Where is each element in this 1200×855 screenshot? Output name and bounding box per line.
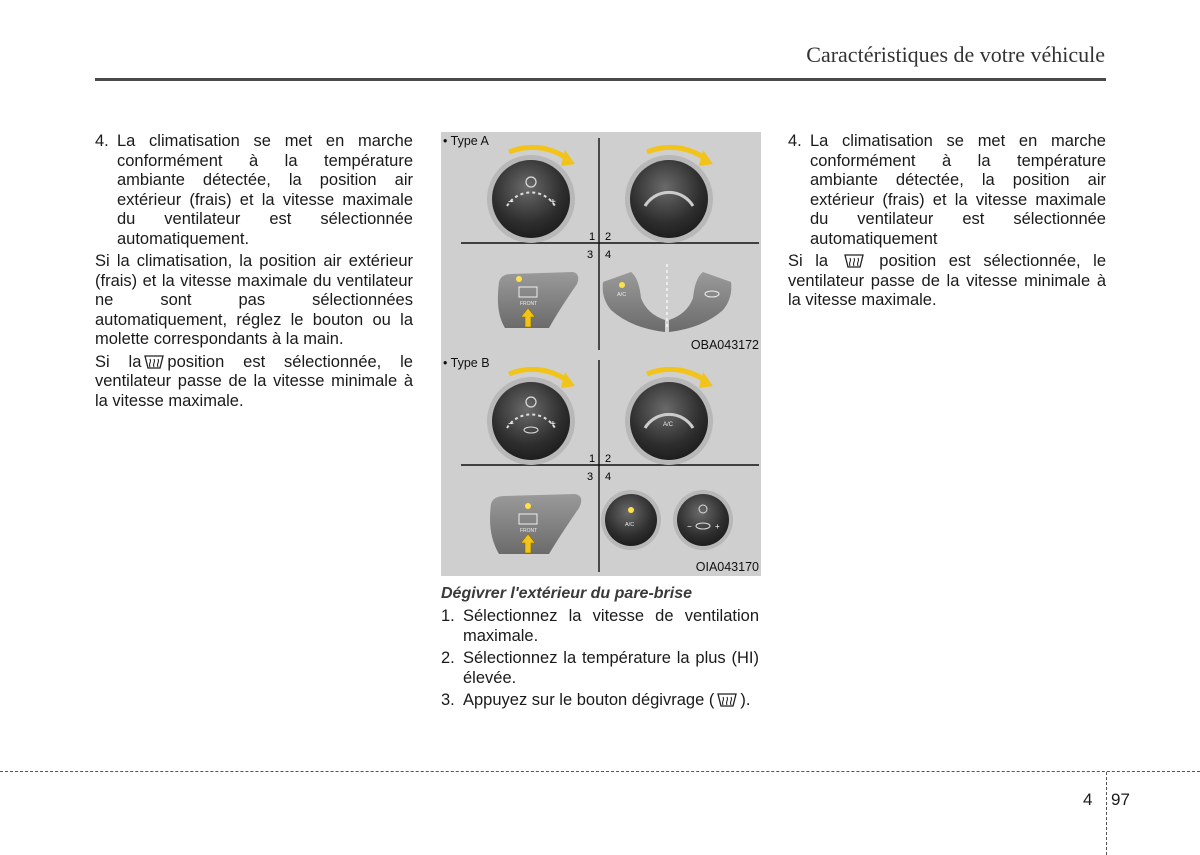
step-3-text-wrap [463, 691, 759, 711]
indicator-light [525, 503, 531, 509]
figure-a-label: • Type A [443, 134, 489, 148]
ac-label: A/C [617, 292, 627, 298]
page-header-title: Caractéristiques de votre véhicule [806, 42, 1105, 67]
ac-button-panel [603, 272, 665, 332]
right-paragraph-start: Si la [788, 252, 829, 270]
quadrant-1-label: 1 [589, 231, 596, 243]
left-item-4-text: La climatisation se met en marche conformément à la température ambiante détectée, la position air extérieur (frais) et la vitesse maximale du ventilateur est sélectionnée automatiquement. [117, 132, 413, 248]
recirculation-button-panel [669, 272, 731, 332]
footer-vertical-rule [1106, 772, 1107, 855]
rear-defrost-icon [143, 354, 165, 370]
quadrant-3-label: 3 [587, 471, 594, 483]
figure-type-a-drawing [441, 132, 761, 354]
left-paragraph-2 [95, 353, 413, 412]
dial-plus-label: + [550, 419, 556, 430]
front-label: FRONT [520, 528, 538, 534]
step-3 [441, 691, 759, 711]
quadrant-2-label: 2 [605, 231, 612, 243]
indicator-light [628, 507, 634, 513]
right-item-4-number: 4. [788, 132, 802, 150]
defrost-button-panel [498, 272, 578, 328]
left-item-4 [95, 132, 413, 249]
right-item-4-text: La climatisation se met en marche conformément à la température ambiante détectée, la position air extérieur (frais) et la vitesse maximale du ventilateur est sélectionnée automatiquement [810, 132, 1106, 248]
header-rule [95, 78, 1106, 81]
footer-rule [0, 771, 1200, 772]
fan-knob-small [677, 494, 729, 546]
left-paragraph-2-end: position est sélectionnée, le ventilateur passe de la vitesse minimale à la vitesse maximale. [95, 352, 413, 410]
left-paragraph-1: Si la climatisation, la position air extérieur (frais) et la vitesse maximale du ventilateur ne sont pas sélectionnées automatiquement, réglez le bouton ou la molette correspondants à la main. [95, 252, 413, 348]
fan-speed-knob [492, 160, 570, 238]
step-3-suffix: ). [740, 691, 751, 709]
steps-list [441, 607, 759, 714]
figure-type-b [441, 354, 761, 576]
step-1 [441, 607, 759, 646]
quadrant-2-label: 2 [605, 453, 612, 465]
section-title: Dégivrer l'extérieur du pare-brise [441, 585, 693, 602]
quadrant-3-label: 3 [587, 249, 594, 261]
temperature-knob [630, 160, 708, 238]
ac-label: A/C [663, 422, 674, 428]
right-item-4 [788, 132, 1106, 249]
quadrant-4-label: 4 [605, 471, 612, 483]
step-3-text: Appuyez sur le bouton dégivrage ( [463, 691, 715, 709]
fan-speed-knob [492, 382, 570, 460]
step-1-number: 1. [441, 607, 455, 625]
step-3-number: 3. [441, 691, 455, 709]
step-2-text: Sélectionnez la température la plus (HI) élevée. [463, 649, 759, 687]
figure-b-label: • Type B [443, 356, 490, 370]
chapter-number: 4 [1083, 790, 1093, 809]
dial-minus-label: − [508, 197, 514, 208]
step-2-number: 2. [441, 649, 455, 667]
indicator-light [619, 282, 625, 288]
front-label: FRONT [520, 301, 538, 307]
right-column [788, 132, 1106, 314]
dial-plus-label: + [715, 522, 720, 531]
left-paragraph-2-start: Si la [95, 352, 142, 371]
dial-minus-label: − [687, 522, 692, 531]
right-paragraph [788, 252, 1106, 311]
step-2 [441, 649, 759, 688]
left-item-4-number: 4. [95, 132, 109, 150]
left-column [95, 132, 413, 414]
indicator-light [516, 276, 522, 282]
step-1-text: Sélectionnez la vitesse de ventilation maximale. [463, 607, 759, 645]
rear-defrost-icon [716, 692, 738, 708]
dial-plus-label: + [550, 197, 556, 208]
ac-label: A/C [625, 522, 635, 528]
page-number: 97 [1111, 790, 1130, 809]
right-paragraph-end: position est sélectionnée, le ventilateur passe de la vitesse minimale à la vitesse maximale. [788, 252, 1107, 309]
figure-b-code: OIA043170 [695, 560, 759, 574]
quadrant-4-label: 4 [605, 249, 612, 261]
temperature-knob [630, 382, 708, 460]
rear-defrost-icon [843, 253, 865, 269]
ac-knob [605, 494, 657, 546]
dial-minus-label: − [508, 419, 514, 430]
figure-type-b-drawing [441, 354, 761, 576]
quadrant-1-label: 1 [589, 453, 596, 465]
figure-type-a [441, 132, 761, 354]
figure-a-code: OBA043172 [690, 338, 759, 352]
